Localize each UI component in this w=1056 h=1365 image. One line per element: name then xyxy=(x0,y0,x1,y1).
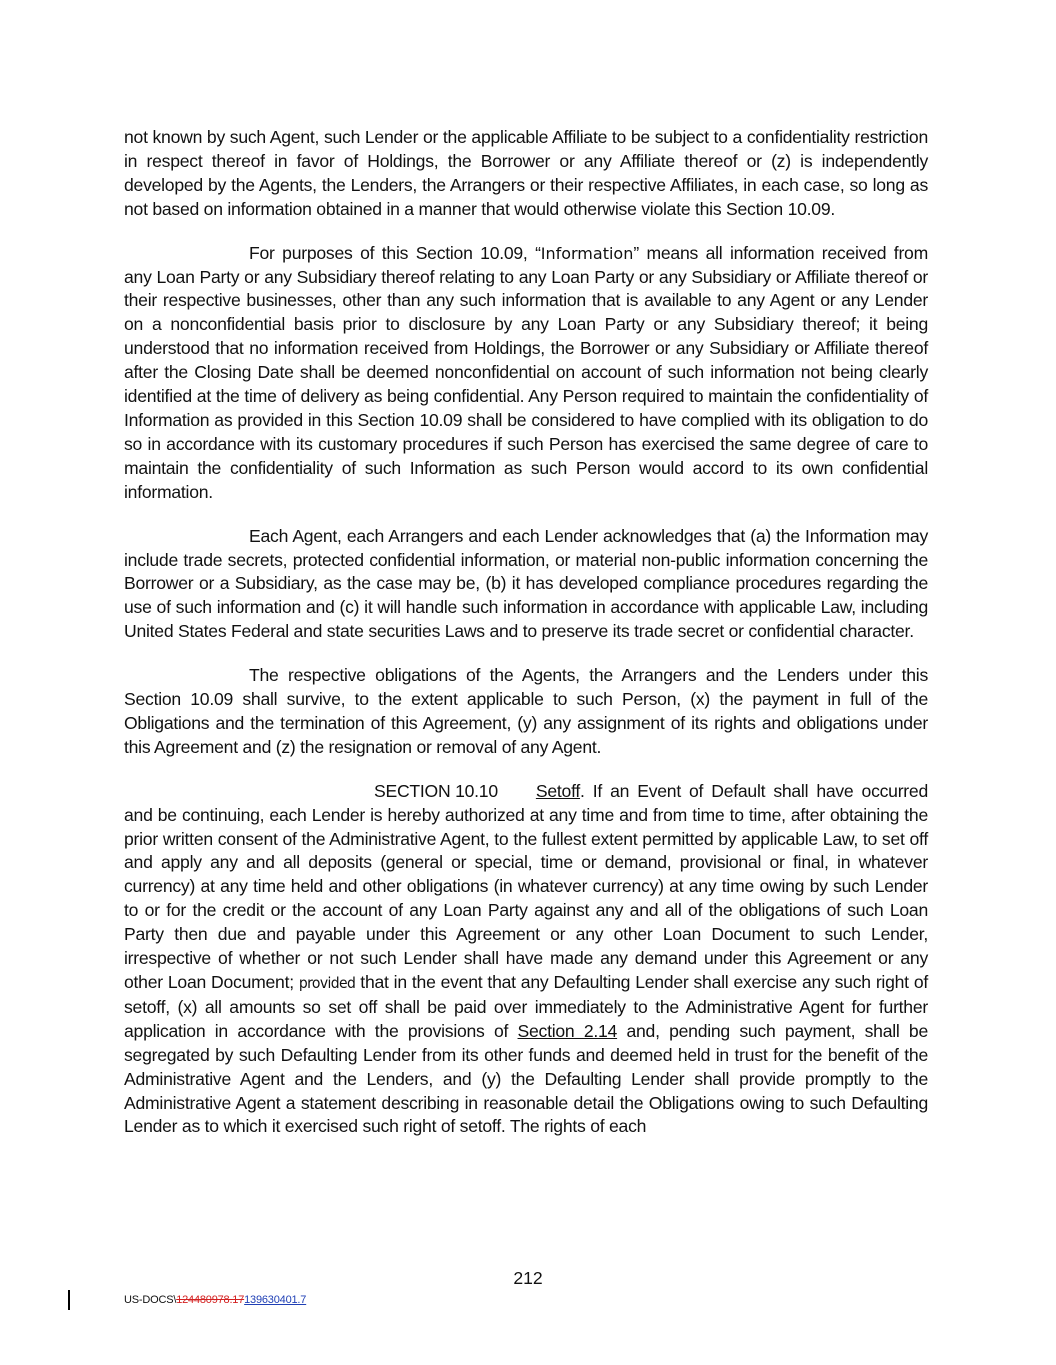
paragraph-acknowledgement: Each Agent, each Arrangers and each Lender acknowledges that (a) the Information may include trade secrets, protected confidential information, or material non-public information concerning the Borrower or a Subsidiary, as the case may be, (b) it has developed compliance procedures regarding the use of such information and (c) it will handle such information in accordance with applicable Law, including United States Federal and state securities Laws and to preserve its trade secret or confidential character. xyxy=(124,525,928,642)
page-number: 212 xyxy=(513,1268,543,1288)
text-run: ” means all information received from any Loan Party or any Subsidiary thereof relating to any Loan Party or any Subsidiary or Affiliate thereof or their respective businesses, other than any such information that is available to any Agent or any Lender on a nonconfidential basis prior to disclosure by any Loan Party or any Subsidiary thereof; it being understood that no information received from Holdings, the Borrower or any Subsidiary or Affiliate thereof after the Closing Date shall be deemed nonconfidential on account of such information not being clearly identified at the time of delivery as being confidential. Any Person required to maintain the confidentiality of Information as provided in this Section 10.09 shall be considered to have complied with its obligation to do so in accordance with its customary procedures if such Person has exercised the same degree of care to maintain the confidentiality of such Information as such Person would accord to its own confidential information. xyxy=(124,242,928,502)
proviso-term: provided xyxy=(298,974,356,992)
text-run: For purposes of this Section 10.09, “ xyxy=(249,242,541,263)
paragraph-information-definition xyxy=(124,242,928,505)
paragraph-continuation: not known by such Agent, such Lender or the applicable Affiliate to be subject to a confidentiality restriction in respect thereof in favor of Holdings, the Borrower or any Affiliate thereof or (z) is independently developed by the Agents, the Lenders, the Arrangers or their respective Affiliates, in each case, so long as not based on information obtained in a manner that would otherwise violate this Section 10.09. xyxy=(124,127,928,219)
section-10-10 xyxy=(124,780,928,1140)
text-run: . If an Event of Default shall have occurred and be continuing, each Lender is hereby authorized at any time and from time to time, after obtaining the prior written consent of the Administrative Agent, to the fullest extent permitted by applicable Law, to set off and apply any and all deposits (general or special, time or demand, provisional or final, in whatever currency) at any time held and other obligations (in whatever currency) at any time owing by such Lender to or for the credit or the account of any Loan Party against any and all of the obligations of such Loan Party then due and payable under this Agreement or any other Loan Document to such Lender, irrespective of whether or not such Lender shall have made any demand under this Agreement or any other Loan Document; xyxy=(124,780,928,992)
text-run: that in the event that any Defaulting Lender shall exercise any such right of setoff, (x) all amounts so set off shall be paid over immediately to the Administrative Agent for further application in accordance with the provisions of xyxy=(124,972,928,1041)
section-heading: Setoff xyxy=(535,780,581,801)
section-number: SECTION 10.10 xyxy=(374,780,498,801)
text-run: and, pending such payment, shall be segregated by such Defaulting Lender from its other funds and deemed held in trust for the benefit of the Administrative Agent and the Lenders, and (y) the Defaulting Lender shall provide promptly to the Administrative Agent a statement describing in reasonable detail the Obligations owing to such Defaulting Lender as to which it exercised such right of setoff. The rights of each xyxy=(124,1020,928,1137)
doc-prefix: US-DOCS\ xyxy=(124,1294,177,1306)
paragraph-survival: The respective obligations of the Agents, the Arrangers and the Lenders under this Section 10.09 shall survive, to the extent applicable to such Person, (x) the payment in full of the Obligations and the termination of this Agreement, (y) any assignment of its rights and obligations under this Agreement and (z) the resignation or removal of any Agent. xyxy=(124,665,928,757)
defined-term: Information xyxy=(540,243,634,263)
change-bar xyxy=(68,1290,70,1310)
inserted-doc-id: 139630401.7 xyxy=(244,1294,307,1306)
document-id xyxy=(124,1294,306,1306)
body-text xyxy=(124,126,928,1159)
section-reference: Section 2.14 xyxy=(517,1020,618,1041)
deleted-doc-id: 124480978.17 xyxy=(176,1294,245,1306)
